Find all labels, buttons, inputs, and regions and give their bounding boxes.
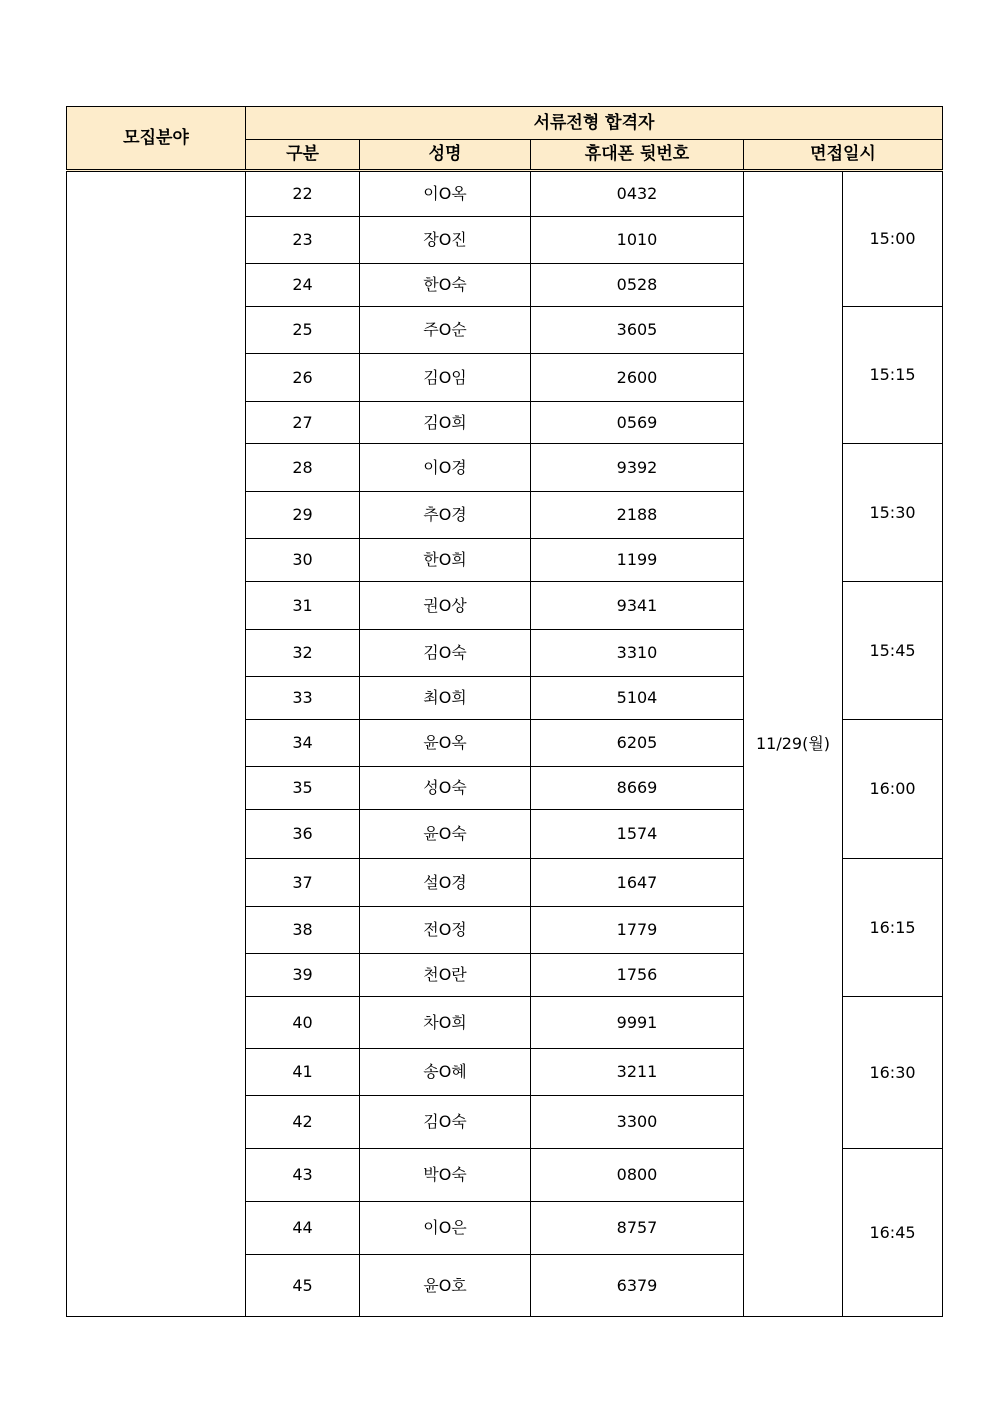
row-name: 추O경 xyxy=(360,492,531,539)
row-number: 28 xyxy=(246,444,360,492)
row-name: 윤O숙 xyxy=(360,810,531,859)
row-name: 장O진 xyxy=(360,217,531,264)
row-number: 39 xyxy=(246,954,360,997)
row-number: 43 xyxy=(246,1149,360,1202)
row-phone: 3605 xyxy=(531,307,744,354)
row-name: 한O희 xyxy=(360,539,531,582)
row-phone: 8669 xyxy=(531,767,744,810)
row-name: 이O경 xyxy=(360,444,531,492)
row-phone: 6205 xyxy=(531,720,744,767)
row-phone: 1199 xyxy=(531,539,744,582)
row-number: 37 xyxy=(246,859,360,907)
row-number: 45 xyxy=(246,1255,360,1317)
header-name: 성명 xyxy=(360,140,531,171)
row-name: 김O숙 xyxy=(360,1096,531,1149)
field-cell xyxy=(67,171,246,1317)
interview-time: 16:30 xyxy=(843,997,943,1149)
row-number: 22 xyxy=(246,171,360,217)
row-phone: 0528 xyxy=(531,264,744,307)
row-name: 이O은 xyxy=(360,1202,531,1255)
row-number: 29 xyxy=(246,492,360,539)
row-number: 36 xyxy=(246,810,360,859)
row-name: 최O희 xyxy=(360,677,531,720)
interview-date: 11/29(월) xyxy=(744,171,843,1317)
row-name: 한O숙 xyxy=(360,264,531,307)
row-phone: 2600 xyxy=(531,354,744,402)
applicant-table xyxy=(66,106,943,1317)
header-group: 서류전형 합격자 xyxy=(246,107,943,140)
row-number: 30 xyxy=(246,539,360,582)
row-number: 32 xyxy=(246,630,360,677)
row-phone: 9991 xyxy=(531,997,744,1049)
row-phone: 0569 xyxy=(531,402,744,444)
row-number: 44 xyxy=(246,1202,360,1255)
row-name: 박O숙 xyxy=(360,1149,531,1202)
row-number: 40 xyxy=(246,997,360,1049)
row-number: 34 xyxy=(246,720,360,767)
row-name: 윤O호 xyxy=(360,1255,531,1317)
row-name: 차O희 xyxy=(360,997,531,1049)
row-name: 김O희 xyxy=(360,402,531,444)
row-phone: 9392 xyxy=(531,444,744,492)
interview-time: 15:30 xyxy=(843,444,943,582)
table-body xyxy=(67,171,943,1317)
row-number: 25 xyxy=(246,307,360,354)
interview-time: 15:00 xyxy=(843,171,943,307)
row-number: 35 xyxy=(246,767,360,810)
row-phone: 0432 xyxy=(531,171,744,217)
row-phone: 8757 xyxy=(531,1202,744,1255)
row-phone: 3211 xyxy=(531,1049,744,1096)
row-name: 김O숙 xyxy=(360,630,531,677)
interview-time: 16:15 xyxy=(843,859,943,997)
row-number: 26 xyxy=(246,354,360,402)
row-phone: 9341 xyxy=(531,582,744,630)
interview-time: 16:00 xyxy=(843,720,943,859)
row-phone: 1574 xyxy=(531,810,744,859)
row-phone: 1647 xyxy=(531,859,744,907)
row-name: 천O란 xyxy=(360,954,531,997)
row-name: 윤O옥 xyxy=(360,720,531,767)
row-phone: 1756 xyxy=(531,954,744,997)
row-name: 권O상 xyxy=(360,582,531,630)
row-number: 27 xyxy=(246,402,360,444)
row-number: 33 xyxy=(246,677,360,720)
interview-time: 15:45 xyxy=(843,582,943,720)
row-name: 성O숙 xyxy=(360,767,531,810)
row-number: 24 xyxy=(246,264,360,307)
interview-time: 16:45 xyxy=(843,1149,943,1317)
row-number: 31 xyxy=(246,582,360,630)
row-name: 주O순 xyxy=(360,307,531,354)
header-field: 모집분야 xyxy=(67,107,246,171)
row-phone: 3310 xyxy=(531,630,744,677)
row-name: 이O옥 xyxy=(360,171,531,217)
row-number: 23 xyxy=(246,217,360,264)
row-number: 41 xyxy=(246,1049,360,1096)
row-number: 38 xyxy=(246,907,360,954)
header-interview: 면접일시 xyxy=(744,140,943,171)
row-name: 전O정 xyxy=(360,907,531,954)
row-phone: 3300 xyxy=(531,1096,744,1149)
row-phone: 0800 xyxy=(531,1149,744,1202)
table-row xyxy=(67,171,943,217)
row-name: 송O혜 xyxy=(360,1049,531,1096)
interview-time: 15:15 xyxy=(843,307,943,444)
row-name: 설O경 xyxy=(360,859,531,907)
row-phone: 5104 xyxy=(531,677,744,720)
row-phone: 6379 xyxy=(531,1255,744,1317)
header-phone: 휴대폰 뒷번호 xyxy=(531,140,744,171)
row-number: 42 xyxy=(246,1096,360,1149)
row-phone: 1010 xyxy=(531,217,744,264)
row-name: 김O임 xyxy=(360,354,531,402)
row-phone: 2188 xyxy=(531,492,744,539)
row-phone: 1779 xyxy=(531,907,744,954)
header-no: 구분 xyxy=(246,140,360,171)
